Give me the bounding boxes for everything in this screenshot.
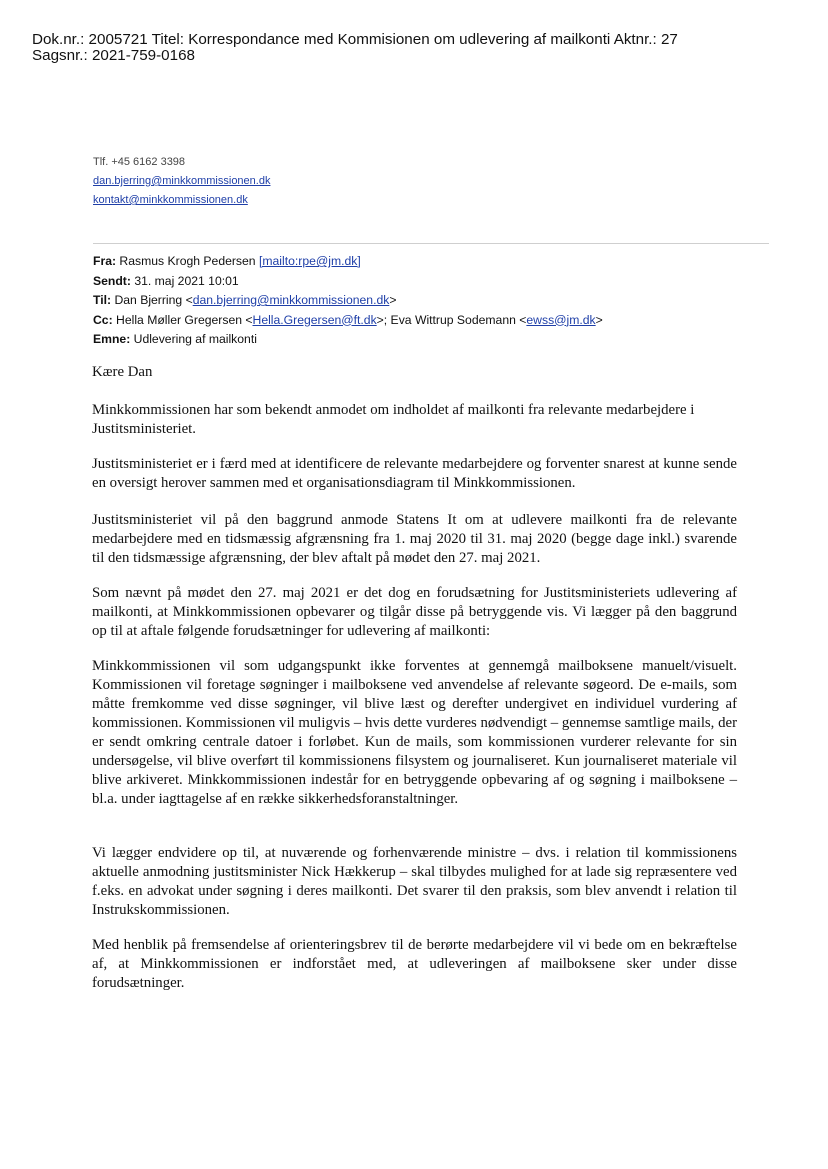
to-name: Dan Bjerring < (114, 293, 193, 307)
paragraph-7: Med henblik på fremsendelse af orienteringsbrev til de berørte medarbejdere vil vi bede om en bekræftelse af, at Minkkommissionen er indforstået med, at udleveringen af mailboksene sker under disse forudsætninger. (92, 937, 737, 991)
from-row (93, 252, 603, 272)
paragraph-1: Minkkommissionen har som bekendt anmodet om indholdet af mailkonti fra relevante medarbejdere i Justitsministeriet. (92, 402, 695, 437)
subject-row (93, 330, 603, 350)
cc-label: Cc: (93, 312, 113, 327)
subject-label: Emne: (93, 332, 131, 346)
sent-value: 31. maj 2021 10:01 (134, 273, 239, 288)
from-label: Fra: (93, 254, 117, 268)
phone-number: Tlf. +45 6162 3398 (93, 156, 186, 168)
contact-email-link-2[interactable]: kontakt@minkkommissionen.dk (93, 194, 248, 206)
subject-value: Udlevering af mailkonti (133, 332, 257, 346)
from-mailto-link[interactable]: [mailto:rpe@jm.dk] (258, 254, 361, 268)
email-header (93, 252, 603, 350)
cc-end: > (595, 312, 603, 327)
from-value: Rasmus Krogh Pedersen (119, 254, 256, 268)
to-label: Til: (93, 293, 112, 307)
greeting: Kære Dan (92, 364, 153, 380)
act-number: Aktnr.: 27 (613, 31, 678, 48)
to-end: > (389, 293, 397, 307)
doc-title: Titel: Korrespondance med Kommisionen om udlevering af mailkonti (151, 31, 611, 48)
cc-row (93, 311, 603, 331)
document-header (32, 32, 822, 64)
divider (93, 243, 769, 244)
to-email-link[interactable]: dan.bjerring@minkkommissionen.dk (192, 293, 390, 307)
paragraph-3: Justitsministeriet vil på den baggrund anmode Statens It om at udlevere mailkonti fra de relevante medarbejdere med en tidsmæssig afgrænsning fra 1. maj 2020 til 31. maj 2020 (begge dage inkl.) svarende til den tidsmæssige afgrænsning, der blev aftalt på mødet den 27. maj 2021. (92, 512, 737, 566)
to-row (93, 291, 603, 311)
doc-number: Dok.nr.: 2005721 (32, 31, 148, 48)
paragraph-5: Minkkommissionen vil som udgangspunkt ikke forventes at gennemgå mailboksene manuelt/visuelt. Kommissionen vil foretage søgninger i mailboksene ved anvendelse af relevante søgeord. De e-mails, som måtte fremkomme ved disse søgninger, vil blive læst og derefter undergivet en individuel vurdering af kommissionen. Kommissionen vil muligvis – hvis dette vurderes nødvendigt – gennemse samtlige mails, der er sendt omkring centrale datoer i forløbet. Kun de mails, som kommissionen vurderer relevante for sin undersøgelse, vil blive overført til kommissionens filsystem og journaliseret. Kun journaliseret materiale vil blive arkiveret. Minkkommissionen indestår for en betryggende opbevaring af og søgning i mailboksene – bl.a. under iagttagelse af en række sikkerhedsforanstaltninger. (92, 658, 737, 807)
sent-label: Sendt: (93, 273, 131, 288)
contact-block (93, 153, 270, 210)
cc-email-link-2[interactable]: ewss@jm.dk (526, 312, 596, 327)
paragraph-4: Som nævnt på mødet den 27. maj 2021 er det dog en forudsætning for Justitsministeriets udlevering af mailkonti, at Minkkommissionen opbevarer og tilgår disse på betryggende vis. Vi lægger på den baggrund op til at aftale følgende forudsætninger for udlevering af mailkonti: (92, 585, 737, 639)
contact-email-link-1[interactable]: dan.bjerring@minkkommissionen.dk (93, 175, 271, 187)
paragraph-2: Justitsministeriet er i færd med at identificere de relevante medarbejdere og forventer snarest at kunne sende en oversigt herover sammen med et organisationsdiagram til Minkkommissionen. (92, 456, 737, 491)
sent-row (93, 272, 603, 292)
case-number: Sagsnr.: 2021-759-0168 (32, 47, 195, 64)
cc-email-link-1[interactable]: Hella.Gregersen@ft.dk (252, 312, 377, 327)
paragraph-6: Vi lægger endvidere op til, at nuværende og forhenværende ministre – dvs. i relation til kommissionens aktuelle anmodning justitsminister Nick Hækkerup – skal tilbydes mulighed for at lade sig repræsentere ved f.eks. en advokat under søgning i deres mailkonti. Det svarer til den praksis, som blev anvendt i relation til Instrukskommissionen. (92, 845, 737, 918)
cc-name-1: Hella Møller Gregersen < (116, 312, 253, 327)
cc-separator: >; Eva Wittrup Sodemann < (376, 312, 527, 327)
